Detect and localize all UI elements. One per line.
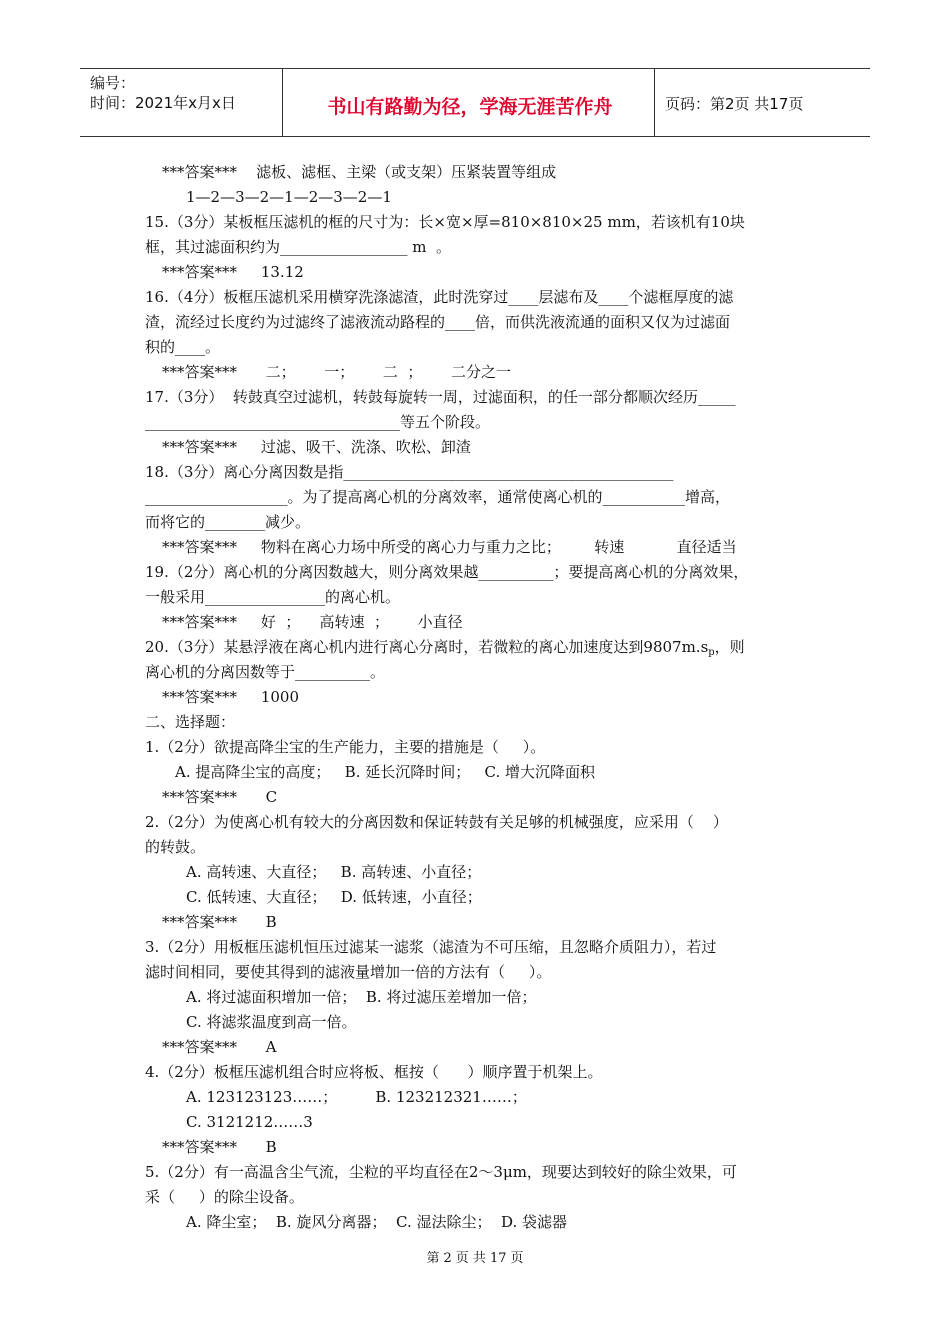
choice-question-5: 5.（2分）有一高温含尘气流，尘粒的平均直径在2～3μm，现要达到较好的除尘效果，可 <box>145 1163 737 1181</box>
answer-line: ***答案*** 滤板、滤框、主梁（或支架）压紧装置等组成 <box>162 163 557 181</box>
choice-question-1: 1.（2分）欲提高降尘宝的生产能力，主要的措施是（ ）。 <box>145 738 546 756</box>
question-19: 19.（2分）离心机的分离因数越大，则分离效果越__________；要提高离心机的分离效果， <box>145 563 749 581</box>
footer-prefix: 第 <box>426 1251 440 1266</box>
choice-options: C. 低转速、大直径； D. 低转速，小直径； <box>186 888 482 906</box>
answer-sequence: 1—2—3—2—1—2—3—2—1 <box>186 188 392 206</box>
question-18-cont: 而将它的________减少。 <box>145 513 311 531</box>
question-20-text: 20.（3分）某悬浮液在离心机内进行离心分离时，若微粒的离心加速度达到9807m.s <box>145 638 709 656</box>
question-15-cont: 框，其过滤面积约为_________________ m 。 <box>145 238 452 256</box>
section-heading: 二、选择题： <box>145 713 236 731</box>
choice-options: A. 123123123……； B. 123212321……； <box>186 1088 527 1106</box>
footer-page-number: 2 <box>443 1251 452 1266</box>
page-footer <box>0 1247 950 1266</box>
question-20-subscript: p <box>708 647 715 658</box>
choice-options: C. 3121212……3 <box>186 1113 313 1131</box>
choice-question-2: 2.（2分）为使离心机有较大的分离因数和保证转鼓有关足够的机械强度，应采用（ ） <box>145 813 728 831</box>
choice-options: A. 高转速、大直径； B. 高转速、小直径； <box>186 863 482 881</box>
document-code-label: 编号： <box>90 74 136 92</box>
choice-answer-1: ***答案*** C <box>162 788 278 806</box>
question-16: 16.（4分）板框压滤机采用横穿洗涤滤渣，此时洗穿过____层滤布及____个滤框厚度的滤 <box>145 288 734 306</box>
question-20-tail: ，则 <box>714 638 745 656</box>
choice-options: A. 将过滤面积增加一倍； B. 将过滤压差增加一倍； <box>186 988 537 1006</box>
footer-suffix: 页 <box>510 1251 524 1266</box>
choice-question-2-cont: 的转鼓。 <box>145 838 206 856</box>
question-18: 18.（3分）离心分离因数是指____________________________________________ <box>145 463 674 481</box>
page-header <box>80 68 870 137</box>
document-date: 时间：2021年x月x日 <box>90 94 236 112</box>
choice-options: C. 将滤浆温度到高一倍。 <box>186 1013 357 1031</box>
choice-options: A. 降尘室； B. 旋风分离器； C. 湿法除尘； D. 袋滤器 <box>186 1213 568 1231</box>
question-17-cont: __________________________________等五个阶段。 <box>145 413 491 431</box>
header-divider <box>282 69 283 136</box>
answer-16: ***答案*** 二； 一； 二 ； 二分之一 <box>162 363 511 381</box>
choice-question-3: 3.（2分）用板框压滤机恒压过滤某一滤浆（滤渣为不可压缩，且忽略介质阻力），若过 <box>145 938 717 956</box>
answer-19: ***答案*** 好 ； 高转速 ； 小直径 <box>162 613 463 631</box>
answer-17: ***答案*** 过滤、吸干、洗涤、吹松、卸渣 <box>162 438 471 456</box>
footer-total-pages: 17 <box>489 1251 507 1266</box>
question-15: 15.（3分）某板框压滤机的框的尺寸为：长×宽×厚=810×810×25 mm，若该机有10块 <box>145 213 745 231</box>
question-18-cont: ___________________。为了提高离心机的分离效率，通常使离心机的___________增高， <box>145 488 731 506</box>
question-16-cont: 渣，流经过长度约为过滤终了滤液流动路程的____倍，而供洗液流通的面积又仅为过滤面 <box>145 313 731 331</box>
answer-18: ***答案*** 物料在离心力场中所受的离心力与重力之比； 转速 直径适当 <box>162 538 737 556</box>
question-17: 17.（3分） 转鼓真空过滤机，转鼓每旋转一周，过滤面积，的任一部分都顺次经历_____ <box>145 388 736 406</box>
answer-15: ***答案*** 13.12 <box>162 263 304 281</box>
choice-options: A. 提高降尘宝的高度； B. 延长沉降时间； C. 增大沉降面积 <box>175 763 596 781</box>
choice-answer-4: ***答案*** B <box>162 1138 277 1156</box>
choice-answer-3: ***答案*** A <box>162 1038 277 1056</box>
choice-question-3-cont: 滤时间相同，要使其得到的滤液量增加一倍的方法有（ ）。 <box>145 963 552 981</box>
header-page-info: 页码：第2页 共17页 <box>665 95 804 113</box>
choice-answer-2: ***答案*** B <box>162 913 277 931</box>
question-20-cont: 离心机的分离因数等于__________。 <box>145 663 386 681</box>
header-divider <box>654 69 655 136</box>
choice-question-4: 4.（2分）板框压滤机组合时应将板、框按（ ）顺序置于机架上。 <box>145 1063 603 1081</box>
question-20 <box>145 637 745 663</box>
footer-middle: 页 共 <box>455 1251 486 1266</box>
choice-question-5-cont: 采（ ）的除尘设备。 <box>145 1188 304 1206</box>
question-16-cont: 积的____。 <box>145 338 221 356</box>
answer-20: ***答案*** 1000 <box>162 688 300 706</box>
question-19-cont: 一般采用________________的离心机。 <box>145 588 401 606</box>
header-motto: 书山有路勤为径，学海无涯苦作舟 <box>327 96 613 118</box>
